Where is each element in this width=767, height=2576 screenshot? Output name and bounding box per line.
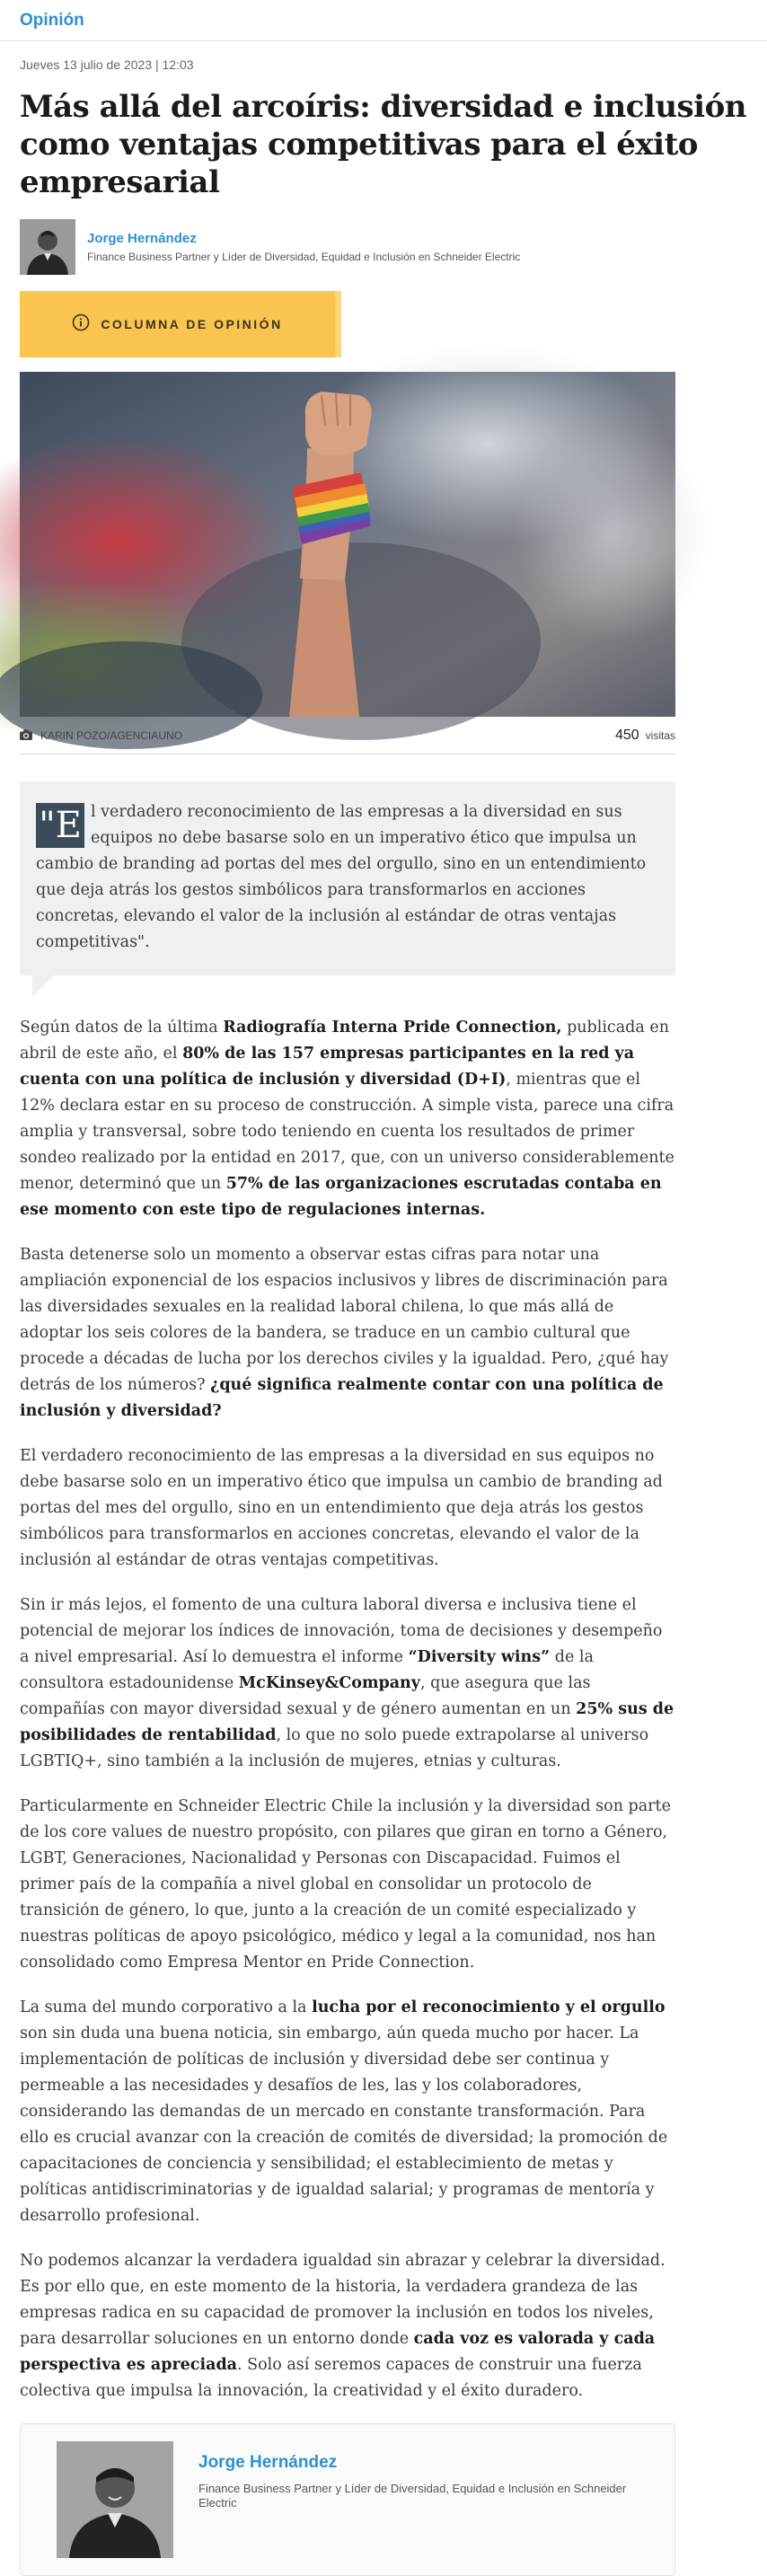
- author-card-avatar[interactable]: [57, 2441, 173, 2558]
- lead-quote: [36, 799, 659, 956]
- paragraph: Según datos de la última Radiografía Interna Pride Connection, publicada en abril de este año, el 80% de las 157 empresas participantes en la red ya cuenta con una política de inclusión y diversidad (D+I), mientras que el 12% declara estar en su proceso de construcción. A simple vista, parece una cifra amplia y transversal, sobre todo teniendo en cuenta los resultados de primer sondeo realizado por la entidad en 2017, que, con un universo considerablemente menor, determinó que un 57% de las organizaciones escrutadas contaba en ese momento con este tipo de regulaciones internas.: [20, 1019, 674, 1219]
- hero-image: [20, 372, 675, 717]
- article-date: Jueves 13 julio de 2023 | 12:03: [20, 57, 194, 72]
- author-card-role: Finance Business Partner y Líder de Diversidad, Equidad e Inclusión en Schneider Electric: [198, 2482, 627, 2510]
- camera-icon: [20, 727, 32, 744]
- paragraph: El verdadero reconocimiento de las empresas a la diversidad en sus equipos no debe basarse solo en un imperativo ético que impulsa un cambio de branding ad portas del mes del orgullo, sino en un entendimiento que deja atrás los gestos simbólicos para transformarlos en acciones concretas, elevando el valor de la inclusión al estándar de otras ventajas competitivas.: [20, 1447, 663, 1569]
- article-body: [20, 1015, 675, 2404]
- author-card-name[interactable]: Jorge Hernández: [198, 2453, 338, 2472]
- author-info: [87, 231, 520, 263]
- section-link-opinion[interactable]: Opinión: [20, 10, 84, 30]
- paragraph: Particularmente en Schneider Electric Chile la inclusión y la diversidad son parte de los core values de nuestro propósito, con pilares que giran en torno a Género, LGBT, Generaciones, Nacionalidad y Personas con Discapacidad. Fuimos el primer país de la compañía a nivel global en consolidar un protocolo de transición de género, lo que, junto a la creación de un comité especializado y nuestras políticas de apoyo psicológico, médico y legal a la comunidad, nos han consolidado como Empresa Mentor en Pride Connection.: [20, 1797, 671, 1972]
- opinion-tag-label: COLUMNA DE OPINIÓN: [101, 317, 283, 331]
- author-card: [20, 2423, 675, 2576]
- image-credit: KARIN POZO/AGENCIAUNO: [40, 728, 183, 742]
- report-name: Radiografía Interna Pride Connection,: [223, 1019, 562, 1037]
- lead-text: l verdadero reconocimiento de las empresas a la diversidad en sus equipos no debe basarse solo en un imperativo ético que impulsa un cambio de branding ad portas del mes del orgullo, sino en un entendimiento que deja atrás los gestos simbólicos para transformarlos en acciones concretas, elevando el valor de la inclusión al estándar de otras ventajas competitivas".: [36, 803, 647, 951]
- article-title: Más allá del arcoíris: diversidad e inclusión como ventajas competitivas para el éxito empresarial: [20, 89, 746, 200]
- lead-quote-box: [20, 781, 675, 975]
- visits-count: 450: [614, 727, 639, 743]
- author-avatar[interactable]: [20, 219, 75, 275]
- author-name-link[interactable]: Jorge Hernández: [87, 231, 197, 246]
- dropcap: "E: [36, 803, 84, 848]
- author-byline: [20, 219, 747, 275]
- section-header: [0, 0, 767, 41]
- visits-label: visitas: [645, 728, 675, 742]
- paragraph: La suma del mundo corporativo a la lucha por el reconocimiento y el orgullo son sin duda una buena noticia, sin embargo, aún queda mucho por hacer. La implementación de políticas de inclusión y diversidad debe ser continua y permeable a las necesidades y desafíos de les, las y los colaboradores, considerando las demandas de un mercado en constante transformación. Para ello es crucial avanzar con la creación de comités de diversidad; la promoción de capacitaciones de conciencia y sensibilidad; el establecimiento de metas y políticas antidiscriminatorias y de igualdad salarial; y programas de mentoría y desarrollo profesional.: [20, 1998, 668, 2225]
- paragraph: No podemos alcanzar la verdadera igualdad sin abrazar y celebrar la diversidad. Es por ello que, en este momento de la historia, la verdadera grandeza de las empresas radica en su capacidad de promover la inclusión en todos los niveles, para desarrollar soluciones en un entorno donde cada voz es valorada y cada perspectiva es apreciada. Solo así seremos capaces de construir una fuerza colectiva que impulsa la innovación, la creatividad y el éxito duradero.: [20, 2252, 666, 2400]
- info-icon: [72, 313, 90, 335]
- author-role: Finance Business Partner y Líder de Diversidad, Equidad e Inclusión en Schneider Electric: [87, 251, 521, 263]
- author-card-info: [198, 2453, 648, 2510]
- article: [0, 57, 767, 2576]
- paragraph: Sin ir más lejos, el fomento de una cultura laboral diversa e inclusiva tiene el potencial de mejorar los índices de innovación, toma de decisiones y desempeño a nivel empresarial. Así lo demuestra el informe “Diversity wins” de la consultora estadounidense McKinsey&Company, que asegura que las compañías con mayor diversidad sexual y de género aumentan en un 25% sus de posibilidades de rentabilidad, lo que no solo puede extrapolarse al universo LGBTIQ+, sino también a la inclusión de mujeres, etnias y culturas.: [20, 1596, 674, 1770]
- paragraph: Basta detenerse solo un momento a observar estas cifras para notar una ampliación exponencial de los espacios inclusivos y libres de discriminación para las diversidades sexuales en la realidad laboral chilena, lo que más allá de adoptar los seis colores de la bandera, se traduce en un cambio cultural que procede a décadas de lucha por los derechos civiles y la igualdad. Pero, ¿qué hay detrás de los números? ¿qué significa realmente contar con una política de inclusión y diversidad?: [20, 1246, 669, 1420]
- opinion-column-tag: [20, 291, 341, 357]
